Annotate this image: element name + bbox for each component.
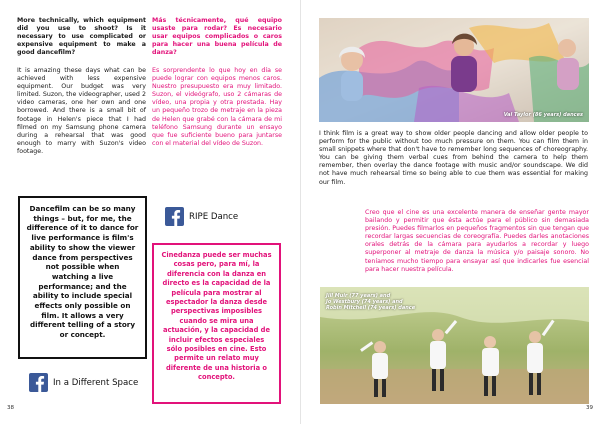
photo-dancers-top	[319, 18, 589, 122]
quote-text-english: Dancefilm can be so many things – but, for me, the difference of it to dance for live performance is film's ability to show the viewer dance from perspectives not possible when watching a live performance; and the ability to include special effects only possible on film. It allows a very different telling of a story or concept.	[26, 204, 139, 340]
facebook-link-ripe-dance[interactable]	[165, 207, 238, 226]
en-answer: It is amazing these days what can be achieved with less expensive equipment. Our budget was very limited. Suzon, the videographer, used 2 video cameras, one her own and one borrowed. And there is a small bit of footage in Helen's piece that I had filmed on my Samsung phone camera during a rehearsal that was good enough to marry with Suzon's video footage.	[17, 67, 146, 155]
photo-top-caption: Val Taylor (86 years) dances	[503, 111, 583, 118]
quote-box-english	[18, 196, 147, 359]
caption-line-3: Robin Mitchell (74 years) dance	[326, 305, 416, 312]
facebook-link-label: RIPE Dance	[189, 211, 239, 222]
page-number-left: 38	[7, 405, 14, 411]
quote-box-spanish	[152, 243, 281, 404]
facebook-icon	[165, 207, 184, 226]
page-number-right: 39	[586, 405, 593, 411]
facebook-link-label: In a Different Space	[53, 377, 139, 388]
facebook-link-different-space[interactable]	[29, 373, 138, 392]
facebook-icon	[29, 373, 48, 392]
en-question: More technically, which equipment did you use to shoot? Is it necessary to use complicated or expensive equipment to make a good dancefilm?	[17, 17, 146, 57]
es-question: Más técnicamente, qué equipo usaste para rodar? Es necesario usar equipos complicados o caros para hacer una buena película de danza?	[152, 17, 282, 57]
en-paragraph-right: I think film is a great way to show older people dancing and allow older people to perform for the public without too much pressure on them. You can film them in small snippets where that don't have to remember long sequences of choreography. You can be giving them verbal cues from behind the camera to help them remember, then overlay the dance footage with music and/or soundscape. We did not have much rehearsal time so being able to cue them was essential for making our film.	[319, 130, 588, 186]
es-answer: Es sorprendente lo que hoy en día se puede lograr con equipos menos caros. Nuestro presupuesto era muy limitado. Suzon, el videógrafo, uso 2 cámaras de vídeo, una propia y otra prestada. Hay un pequeño trozo de metraje en la pieza de Helen que grabé con la cámara de mi teléfono Samsung durante un ensayo que fue suficiente bueno para juntarse con el material del vídeo de Suzon.	[152, 67, 282, 147]
quote-text-spanish: Cinedanza puede ser muchas cosas pero, para mí, la diferencia con la danza en directo es la capacidad de la película para mostrar al espectador la danza desde perspectivas imposibles cuando se mira una actuación, y la capacidad de incluir efectos especiales sólo posibles en cine. Esto permite un relato muy diferente de una historia o concepto.	[161, 251, 272, 382]
es-paragraph-right: Creo que el cine es una excelente manera de enseñar gente mayor bailando y permitir que ésta actúe para el público sin demasiada presión. Puedes filmarlos en pequeños fragmentos sin que tengan que recordar largas secuencias de coreografía. Puedes darles anotaciones orales detrás de la cámara para ayudarlos a recordar y luego superponer al metraje de danza la música y/o paisaje sonoro. No teníamos mucho tiempo para ensayar así que indicarles fue esencial para hacer nuestra película.	[365, 209, 589, 273]
photo-bottom-caption	[326, 293, 415, 312]
right-page	[300, 0, 600, 424]
caption-line-1: Jill Muir (77 years) and	[326, 293, 391, 299]
caption-line-2: Jo Westbury (74 years) and	[326, 299, 403, 306]
photo-dancers-bottom	[320, 287, 589, 404]
